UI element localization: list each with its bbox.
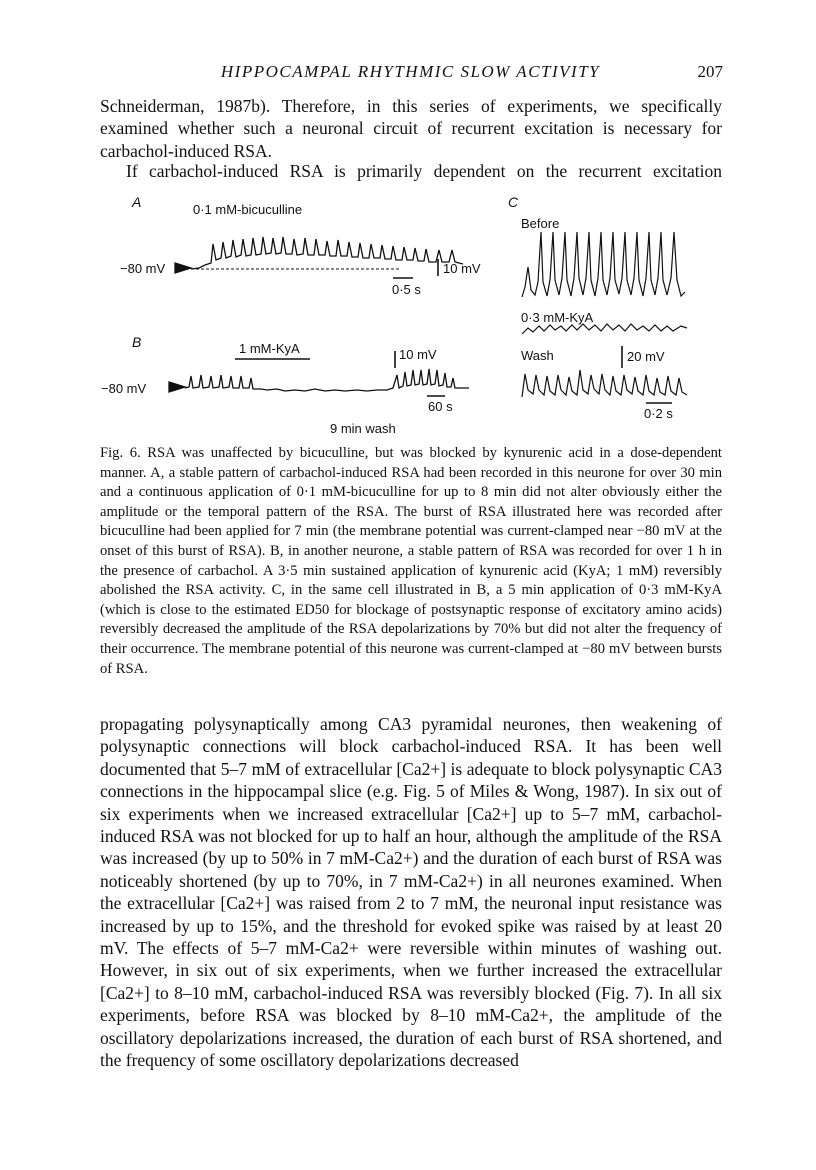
panel-a-voltage-scale: 10 mV	[443, 261, 481, 276]
panel-c-time-scale: 0·2 s	[644, 406, 673, 421]
panel-c-wash-trace	[522, 370, 687, 397]
panel-a-potential-label: −80 mV	[120, 261, 166, 276]
intro-paragraph: Schneiderman, 1987b). Therefore, in this series of experiments, we specifically examined whether such a neuronal circuit of recurrent excitation is necessary for carbachol-induced RSA.	[100, 96, 722, 161]
panel-b-time-scale: 60 s	[428, 399, 453, 414]
page-number: 207	[697, 62, 723, 81]
panel-b-arrow	[169, 382, 185, 392]
panel-c-drug-label: 0·3 mM-KyA	[521, 310, 594, 325]
panel-a-label: A	[132, 194, 142, 210]
panel-b-potential-label: −80 mV	[101, 381, 147, 396]
figure-traces	[95, 192, 735, 442]
page-header	[98, 58, 723, 88]
panel-b-label: B	[132, 334, 142, 350]
caption-fig-label: Fig. 6.	[100, 445, 141, 461]
panel-c-before-trace	[522, 232, 685, 297]
running-title: HIPPOCAMPAL RHYTHMIC SLOW ACTIVITY	[220, 62, 601, 81]
panel-c-kya-trace	[522, 324, 687, 334]
panel-a-arrow	[175, 263, 191, 273]
figure-caption	[100, 444, 722, 679]
panel-a-trace	[191, 237, 463, 269]
panel-b-drug-label: 1 mM-KyA	[239, 341, 300, 356]
panel-a-time-scale: 0·5 s	[392, 282, 421, 297]
lead-line: If carbachol-induced RSA is primarily dependent on the recurrent excitation	[126, 161, 722, 181]
panel-c-label: C	[508, 194, 519, 210]
panel-b-trace	[185, 369, 469, 391]
body-paragraph: propagating polysynaptically among CA3 pyramidal neurones, then weakening of polysynaptic connections will block carbachol-induced RSA. It has been well documented that 5–7 mM of extracellular [Ca2+] is adequate to block polysynaptic CA3 connections in the hippocampal slice (e.g. Fig. 5 of Miles & Wong, 1987). In six out of six experiments when we increased extracellular [Ca2+] up to 5–7 mM, carbachol-induced RSA was not blocked for up to half an hour, although the amplitude of the RSA was increased (by up to 50% in 7 mM-Ca2+) and the duration of each burst of RSA was noticeably shortened (by up to 70%, in 7 mM-Ca2+) in all neurones examined. When the extracellular [Ca2+] was raised from 2 to 7 mM, the neuronal input resistance was increased by up to 15%, and the threshold for evoked spike was raised by at least 20 mV. The effects of 5–7 mM-Ca2+ were reversible within minutes of washing out. However, in six out of six experiments, when we further increased the extracellular [Ca2+] to 8–10 mM, carbachol-induced RSA was reversibly blocked (Fig. 7). In all six experiments, before RSA was blocked by 8–10 mM-Ca2+, the amplitude of the oscillatory depolarizations increased, the duration of each burst of RSA shortened, and the frequency of some oscillatory depolarizations decreased	[100, 714, 722, 1071]
panel-c-before-label: Before	[521, 216, 560, 231]
panel-b-voltage-scale: 10 mV	[399, 347, 437, 362]
panel-c-voltage-scale: 20 mV	[627, 349, 665, 364]
panel-b-wash-label: 9 min wash	[330, 421, 396, 436]
panel-c-wash-label: Wash	[521, 348, 554, 363]
panel-a-graphics	[175, 237, 463, 278]
caption-text: RSA was unaffected by bicuculline, but was blocked by kynurenic acid in a dose-dependent manner. A, a stable pattern of carbachol-induced RSA had been recorded in this neurone for over 30 min and a continuous application of 0·1 mM-bicuculline for up to 8 min did not alter obviously either the amplitude or the temporal pattern of the RSA. The burst of RSA illustrated here was recorded after bicuculline had been applied for 7 min (the membrane potential was current-clamped near −80 mV at the onset of this burst of RSA). B, in another neurone, a stable pattern of RSA was recorded for over 1 h in the presence of carbachol. A 3·5 min sustained application of kynurenic acid (KyA; 1 mM) reversibly abolished the RSA activity. C, in the same cell illustrated in B, a 5 min application of 0·3 mM-KyA (which is close to the estimated ED50 for blockage of postsynaptic response of excitatory amino acids) reversibly decreased the amplitude of the RSA depolarizations by 70% but did not alter the frequency of their occurrence. The membrane potential of this neurone was current-clamped at −80 mV between bursts of RSA.	[100, 445, 722, 677]
figure-6	[95, 192, 735, 442]
panel-a-drug-label: 0·1 mM-bicuculline	[193, 202, 303, 217]
